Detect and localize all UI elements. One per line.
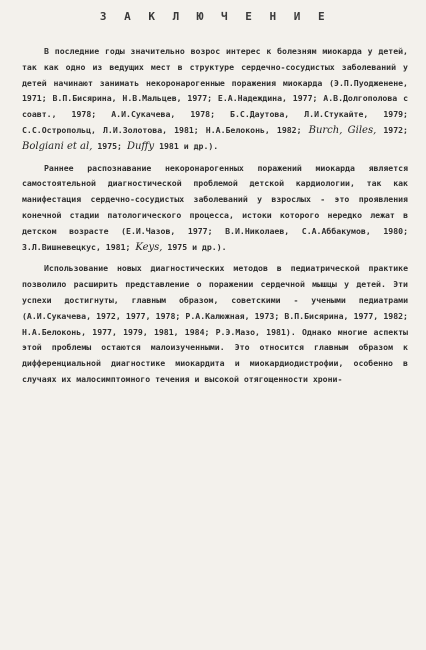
handwritten-citation-duffy: Duffy	[126, 140, 155, 152]
paragraph-3-text: Использование новых диагностических методов в педиатрической практике позволило расширить представление о поражении сердечной мышцы у детей. Эти успехи достигнуты, главным образом, советскими - учеными педиатрами (А.И.Сукачева, 1972, 1977, 1978; Р.А.Калюжная, 1973; В.П.Бисярина, 1977, 1982; Н.А.Белоконь, 1977, 1979, 1981, 1984; Р.Э.Мазо, 1981). Однако многие аспекты этой проблемы остаются малоизученными. Это относится главным образом к дифференциальной диагностике миокардита и миокардиодистрофии, особенно в случаях их малосимптомного течения и высокой отягощенности хрони-	[22, 263, 408, 384]
paragraph-2-text-a: Раннее распознавание некоронарогенных поражений миокарда является самостоятельной диагностической проблемой детской кардиологии, так как манифестация сердечно-сосудистых заболеваний у взрослых - это проявления конечной стадии патологического процесса, истоки которого нередко лежат в детском возрасте (Е.И.Чазов, 1977; В.И.Николаев, С.А.Аббакумов, 1980; З.Л.Вишневецкус, 1981;	[22, 162, 408, 252]
paragraph-3	[22, 261, 408, 387]
handwritten-citation-keys: Keys,	[135, 241, 163, 253]
paragraph-1-text-c: 1975;	[97, 140, 122, 151]
handwritten-citation-bolgiani: Bolgiani et al,	[22, 140, 93, 152]
paragraph-1	[22, 44, 408, 155]
paragraph-1-text-b: 1972;	[383, 124, 408, 135]
paragraph-2	[22, 161, 408, 256]
page-title: З А К Л Ю Ч Е Н И Е	[99, 10, 331, 23]
handwritten-citation-burch-giles: Burch, Giles,	[308, 124, 377, 136]
paragraph-1-text-d: 1981 и др.).	[159, 140, 219, 151]
paragraph-2-text-b: 1975 и др.).	[167, 241, 227, 252]
paragraph-1-text-a: В последние годы значительно возрос интерес к болезням миокарда у детей, так как одно из ведущих мест в структуре сердечно-сосудистых заболеваний у детей начинают занимать некоронарогенные поражения миокарда (Э.П.Пуодженене, 1971; В.П.Бисярина, Н.В.Мальцев, 1977; Е.А.Надеждина, 1977; А.В.Долгополова с соавт., 1978; А.И.Сукачева, 1978; Б.С.Даутова, Л.И.Стукайте, 1979; С.С.Остропольц, Л.И.Золотова, 1981; Н.А.Белоконь, 1982;	[22, 46, 408, 135]
